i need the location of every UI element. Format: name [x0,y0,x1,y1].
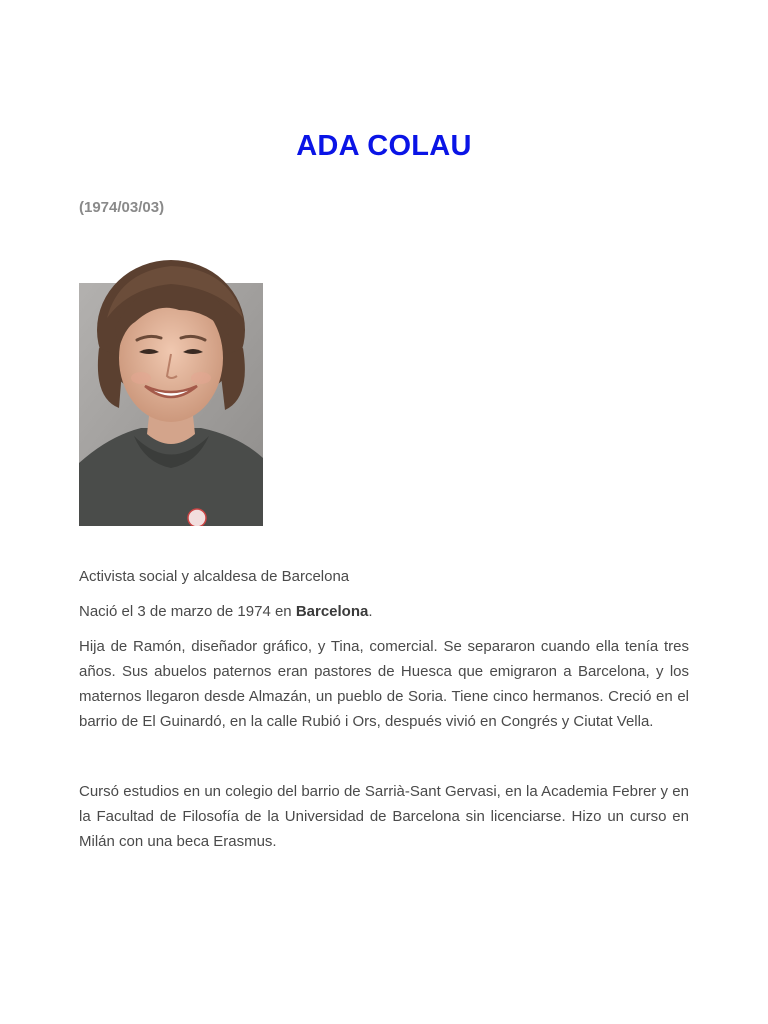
subtitle-description: Activista social y alcaldesa de Barcelona [79,568,350,585]
portrait-photo [79,258,263,526]
birth-text: Nació el 3 de marzo de 1974 en [79,603,296,620]
family-paragraph: Hija de Ramón, diseñador gráfico, y Tina, comercial. Se separaron cuando ella tenía tres años. Sus abuelos paternos eran pastores de Huesca que emigraron a Barcelona, y los maternos llegaron desde Almazán, un pueblo de Soria. Tiene cinco hermanos. Creció en el barrio de El Guinardó, en la calle Rubió i Ors, después vivió en Congrés y Ciutat Vella. [79,638,689,730]
education-paragraph: Cursó estudios en un colegio del barrio de Sarrià-Sant Gervasi, en la Academia Febrer y en la Facultad de Filosofía de la Universidad de Barcelona sin licenciarse. Hizo un curso en Milán con una beca Erasmus. [79,783,689,850]
birth-city: Barcelona [295,603,369,620]
page-title: ADA COLAU [296,130,472,162]
birth-date: (1974/03/03) [79,199,165,216]
birth-paragraph [79,599,689,624]
birth-period: . [368,603,373,620]
